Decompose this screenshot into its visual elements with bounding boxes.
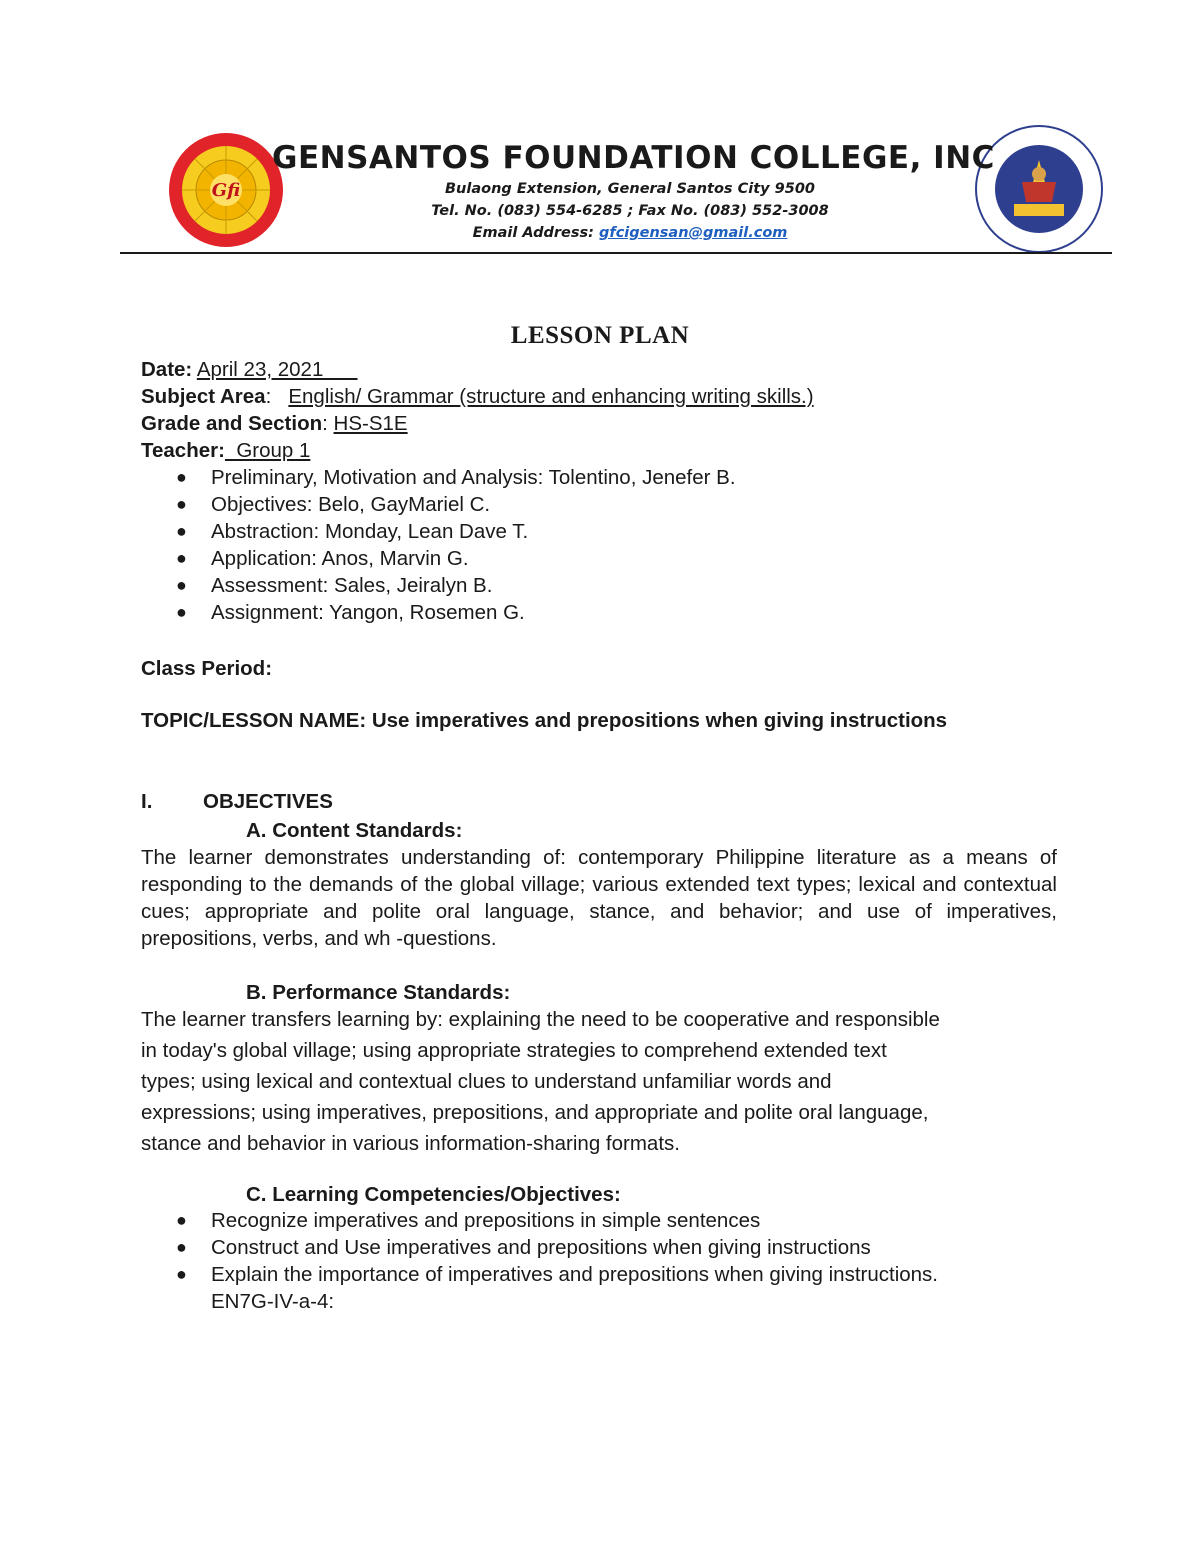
school-address: Bulaong Extension, General Santos City 9500 [445, 181, 815, 197]
header-divider [120, 252, 1112, 254]
subject-row: Subject Area: English/ Grammar (structure and enhancing writing skills.) [141, 385, 814, 408]
grade-label: Grade and Section [141, 412, 323, 435]
list-item: ● Assignment: Yangon, Rosemen G. [176, 601, 525, 624]
date-value: April 23, 2021 [196, 358, 358, 381]
list-item: ● Abstraction: Monday, Lean Dave T. [176, 520, 529, 543]
performance-standards-text [141, 1004, 1081, 1159]
performance-line: types; using lexical and contextual clues to understand unfamiliar words and [141, 1070, 832, 1093]
teacher-row [141, 437, 310, 464]
list-item: ● Objectives: Belo, GayMariel C. [176, 493, 491, 516]
email-label: Email Address: [472, 225, 599, 241]
grade-row: Grade and Section: HS-S1E [141, 412, 408, 435]
svg-text:Gfi: Gfi [211, 180, 241, 201]
list-item: ● Recognize imperatives and prepositions in simple sentences [176, 1209, 761, 1232]
content-standards-text: The learner demonstrates understanding of: contemporary Philippine literature as a means of responding to the demands of the global village; various extended text types; lexical and contextual cues; appropriate and polite oral language, stance, and behavior; and use of imperatives, prepositions, verbs, and wh -questions. [141, 846, 1057, 950]
performance-line: stance and behavior in various information-sharing formats. [141, 1132, 680, 1155]
list-item: ● Application: Anos, Marvin G. [176, 547, 469, 570]
subject-value: English/ Grammar (structure and enhancing writing skills.) [288, 385, 814, 408]
competencies-heading: C. Learning Competencies/Objectives: [246, 1183, 621, 1206]
class-period-label: Class Period: [141, 657, 273, 680]
list-item: ● Assessment: Sales, Jeiralyn B. [176, 574, 493, 597]
performance-line: in today's global village; using appropriate strategies to comprehend extended text [141, 1039, 887, 1062]
college-seal-logo [168, 132, 284, 248]
date-label: Date: [141, 358, 193, 381]
teacher-label: Teacher: [141, 439, 225, 462]
school-phone: Tel. No. (083) 554-6285 ; Fax No. (083) 552-3008 [431, 203, 829, 219]
objectives-heading: OBJECTIVES [203, 790, 333, 813]
list-item: ● Preliminary, Motivation and Analysis: Tolentino, Jenefer B. [176, 466, 736, 489]
list-item: ● Construct and Use imperatives and prepositions when giving instructions [176, 1236, 871, 1259]
performance-line: The learner transfers learning by: explaining the need to be cooperative and responsible [141, 1008, 940, 1031]
performance-line: expressions; using imperatives, prepositions, and appropriate and polite oral language, [141, 1101, 929, 1124]
list-item: ● Explain the importance of imperatives and prepositions when giving instructions. [176, 1263, 938, 1286]
content-standards-heading: A. Content Standards: [246, 819, 463, 842]
school-email-line [280, 225, 980, 241]
teacher-value: Group 1 [224, 439, 311, 462]
topic-lesson-name: TOPIC/LESSON NAME: Use imperatives and prepositions when giving instructions [141, 709, 948, 732]
performance-standards-heading: B. Performance Standards: [246, 981, 511, 1004]
grade-value: HS-S1E [333, 412, 408, 435]
email-link[interactable]: gfcigensan@gmail.com [599, 225, 788, 241]
subject-label: Subject Area [141, 385, 266, 408]
date-row [141, 356, 358, 383]
lesson-plan-title: LESSON PLAN [510, 322, 690, 349]
school-name: GENSANTOS FOUNDATION COLLEGE, INC [272, 140, 995, 176]
objectives-number: I. [141, 790, 153, 813]
competency-code: EN7G-IV-a-4: [211, 1290, 335, 1313]
